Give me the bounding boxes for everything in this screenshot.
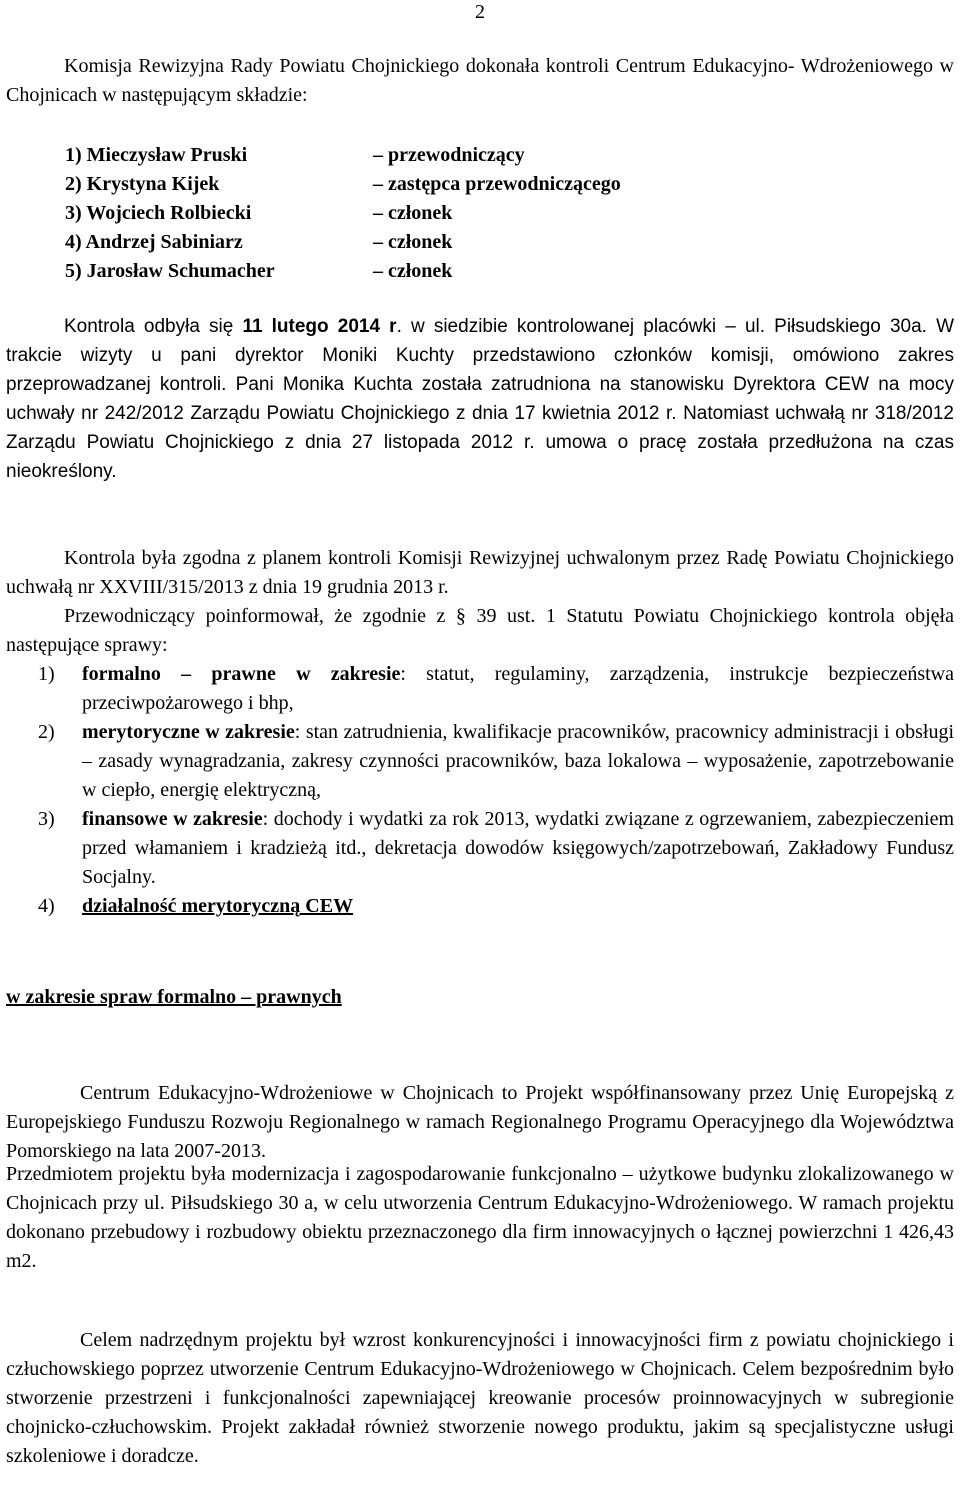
member-name: 5) Jarosław Schumacher [65, 260, 275, 282]
control-text-start: Kontrola odbyła się [64, 316, 243, 337]
page-number: 2 [475, 1, 485, 23]
member-name: 3) Wojciech Rolbiecki [65, 202, 252, 224]
section-heading: w zakresie spraw formalno – prawnych [6, 986, 342, 1008]
member-name: 4) Andrzej Sabiniarz [65, 231, 243, 253]
scope-item-number: 2) [38, 721, 55, 743]
scope-item [6, 660, 954, 718]
control-paragraph [6, 312, 954, 486]
scope-item-number: 3) [38, 808, 55, 830]
member-role: – członek [373, 231, 453, 253]
scope-item-lead: merytoryczne w zakresie [82, 721, 295, 743]
intro-text: Komisja Rewizyjna Rady Powiatu Chojnickiego dokonała kontroli Centrum Edukacyjno- Wdrożeniowego w Chojnicach w następującym składzie: [6, 55, 954, 106]
chair-paragraph [6, 602, 954, 660]
body-paragraph-1 [6, 1079, 954, 1166]
scope-item-number: 1) [38, 663, 55, 685]
scope-item [6, 892, 954, 921]
plan-paragraph [6, 544, 954, 602]
paragraph-text: Centrum Edukacyjno-Wdrożeniowe w Chojnicach to Projekt współfinansowany przez Unię Europejską z Europejskiego Funduszu Rozwoju Regionalnego w ramach Regionalnego Programu Operacyjnego dla Województwa Pomorskiego na lata 2007-2013. [6, 1082, 954, 1162]
scope-item-lead: finansowe w zakresie [82, 808, 263, 830]
member-name: 1) Mieczysław Pruski [65, 144, 248, 166]
scope-item-lead: działalność merytoryczną CEW [82, 895, 354, 917]
member-role: – członek [373, 260, 453, 282]
scope-item [6, 718, 954, 805]
chair-text: Przewodniczący poinformował, że zgodnie z § 39 ust. 1 Statutu Powiatu Chojnickiego kontrola objęła następujące sprawy: [6, 605, 954, 656]
scope-item-text: : stan zatrudnienia, kwalifikacje pracowników, pracownicy administracji i obsługi – zasady wynagradzania, zakresy czynności pracowników, baza lokalowa – wyposażenie, zapotrzebowanie w ciepło, energię elektryczną, [82, 721, 954, 801]
paragraph-text: Celem nadrzędnym projektu był wzrost konkurencyjności i innowacyjności firm z powiatu chojnickiego i człuchowskiego poprzez utworzenie Centrum Edukacyjno-Wdrożeniowego w Chojnicach. Celem bezpośrednim było stworzenie przestrzeni i funkcjonalności zapewniającej kreowanie procesów proinnowacyjnych w subregionie chojnicko-człuchowskim. Projekt zakładał również stworzenie nowego produktu, jakim są specjalistyczne usługi szkoleniowe i doradcze. [6, 1329, 954, 1467]
member-role: – zastępca przewodniczącego [373, 173, 621, 195]
scope-item-text: : dochody i wydatki za rok 2013, wydatki związane z ogrzewaniem, zabezpieczeniem przed włamaniem i kradzieżą itd., dekretacja dowodów księgowych/zapotrzebowań, Zakładowy Fundusz Socjalny. [82, 808, 955, 888]
member-role: – przewodniczący [373, 144, 525, 166]
plan-text: Kontrola była zgodna z planem kontroli Komisji Rewizyjnej uchwalonym przez Radę Powiatu Chojnickiego uchwałą nr XXVIII/315/2013 z dnia 19 grudnia 2013 r. [6, 547, 954, 598]
paragraph-text: Przedmiotem projektu była modernizacja i zagospodarowanie funkcjonalno – użytkowe budynku zlokalizowanego w Chojnicach przy ul. Piłsudskiego 30 a, w celu utworzenia Centrum Edukacyjno-Wdrożeniowego. W ramach projektu dokonano przebudowy i rozbudowy obiektu przeznaczonego dla firm innowacyjnych o łącznej powierzchni 1 426,43 m2. [6, 1163, 954, 1272]
scope-item-number: 4) [38, 895, 55, 917]
body-paragraph-3 [6, 1326, 954, 1471]
member-name: 2) Krystyna Kijek [65, 173, 220, 195]
scope-item-lead: formalno – prawne w zakresie [82, 663, 401, 685]
control-text-rest: . w siedzibie kontrolowanej placówki – ul. Piłsudskiego 30a. W trakcie wizyty u pani dyrektor Moniki Kuchty przedstawiono członków komisji, omówiono zakres przeprowadzanej kontroli. Pani Monika Kuchta została zatrudniona na stanowisku Dyrektora CEW na mocy uchwały nr 242/2012 Zarządu Powiatu Chojnickiego z dnia 17 kwietnia 2012 r. Natomiast uchwałą nr 318/2012 Zarządu Powiatu Chojnickiego z dnia 27 listopada 2012 r. umowa o pracę została przedłużona na czas nieokreślony. [6, 316, 954, 482]
control-date: 11 lutego 2014 r [242, 316, 397, 337]
intro-paragraph [6, 52, 954, 110]
scope-item [6, 805, 954, 892]
scope-item-text: : statut, regulaminy, zarządzenia, instrukcje bezpieczeństwa przeciwpożarowego i bhp, [82, 663, 954, 714]
scope-list [6, 660, 954, 921]
body-paragraph-2 [6, 1160, 954, 1276]
member-role: – członek [373, 202, 453, 224]
